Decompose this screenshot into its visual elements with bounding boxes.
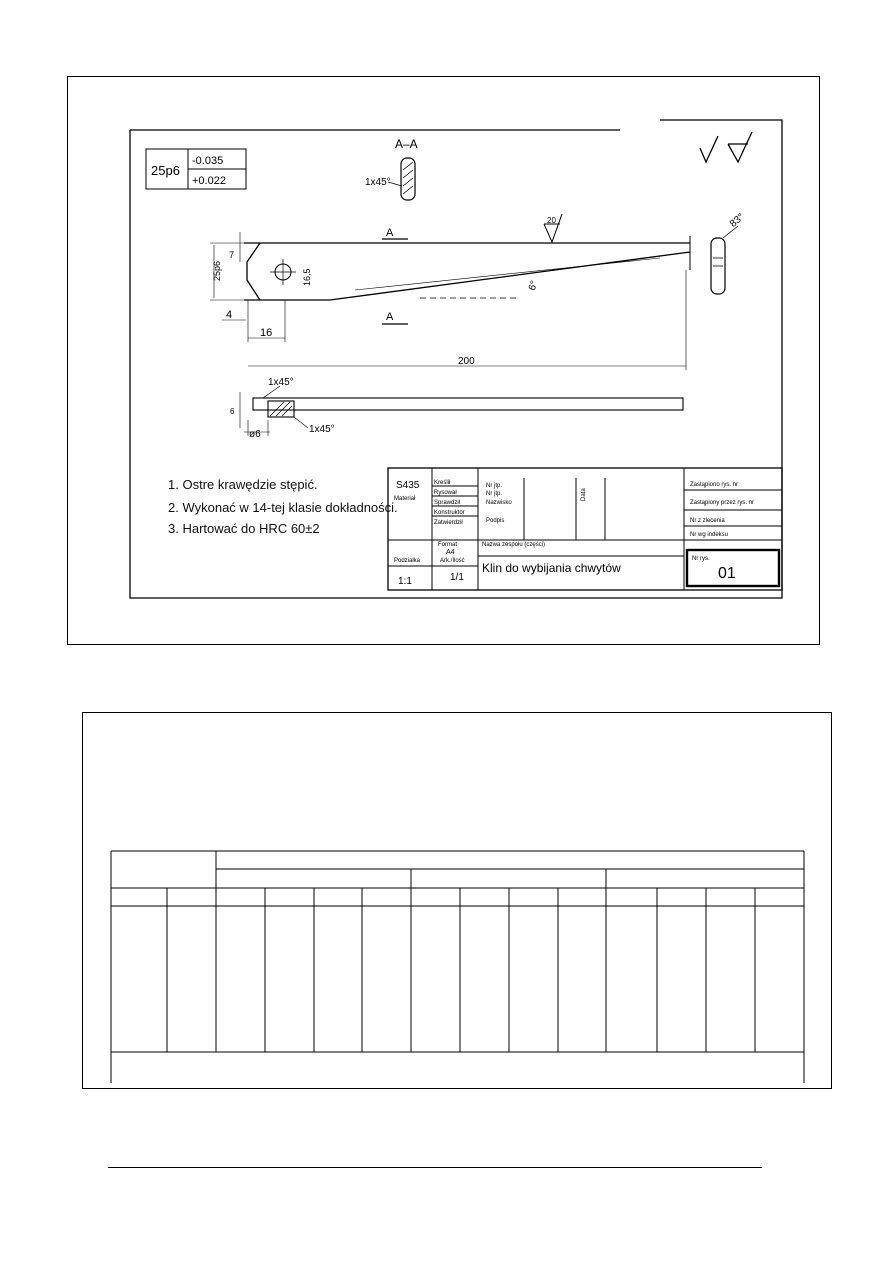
svg-text:Zastąpiono rys. nr: Zastąpiono rys. nr [690, 482, 739, 488]
note-1: 1. Ostre krawędzie stępić. [168, 477, 318, 492]
tolerance-fit: 25p6 [151, 163, 180, 178]
tolerance-upper: -0.035 [192, 155, 224, 167]
svg-text:Zatwierdził: Zatwierdził [434, 520, 463, 526]
svg-text:Nazwisko: Nazwisko [486, 500, 512, 506]
svg-text:Kreślił: Kreślił [434, 480, 451, 486]
svg-text:16: 16 [260, 327, 273, 339]
svg-text:1x45°: 1x45° [309, 424, 335, 435]
svg-text:Rysował: Rysował [434, 490, 457, 496]
svg-text:A4: A4 [446, 549, 455, 556]
tip-angle: 83° [727, 211, 747, 230]
svg-text:Ark./Ilość: Ark./Ilość [440, 558, 465, 564]
svg-text:Nr jtp.: Nr jtp. [486, 483, 503, 489]
section-label: A–A [395, 137, 418, 151]
tb-number: 01 [718, 565, 736, 582]
dim-hole: 16,5 [302, 268, 312, 286]
svg-text:Podpis: Podpis [486, 518, 505, 524]
svg-text:1x45°: 1x45° [268, 377, 294, 388]
svg-text:Sprawdził: Sprawdził [434, 500, 461, 506]
svg-text:Nr z zlecenia: Nr z zlecenia [690, 518, 725, 524]
svg-text:ø6: ø6 [249, 429, 261, 440]
svg-text:Nr jtp.: Nr jtp. [486, 491, 503, 497]
angle-label: 6° [526, 279, 541, 293]
footer-rule [108, 1167, 762, 1168]
svg-text:Nr wg indeksu: Nr wg indeksu [690, 532, 729, 538]
dim-height: 25p6 [212, 260, 222, 281]
svg-text:6: 6 [230, 407, 235, 416]
tolerance-lower: +0.022 [192, 175, 226, 187]
note-2: 2. Wykonać w 14-tej klasie dokładności. [168, 500, 398, 515]
svg-text:1/1: 1/1 [450, 572, 464, 583]
svg-text:1:1: 1:1 [398, 576, 412, 587]
svg-text:Nr rys.: Nr rys. [692, 556, 710, 562]
svg-text:Zastąpiony przez rys. nr: Zastąpiony przez rys. nr [690, 500, 755, 506]
svg-text:Data: Data [581, 488, 587, 501]
svg-text:20: 20 [547, 216, 556, 225]
svg-text:7: 7 [229, 250, 235, 260]
svg-text:Nazwa zespołu (części): Nazwa zespołu (części) [482, 542, 546, 548]
tb-material: S435 [396, 480, 420, 491]
cut-label-bottom: A [386, 311, 394, 323]
tb-title: Klin do wybijania chwytów [482, 561, 621, 575]
dim-length: 200 [458, 356, 475, 367]
note-3: 3. Hartować do HRC 60±2 [168, 521, 320, 536]
section-chamfer: 1x45° [365, 177, 391, 188]
svg-text:Podziałka: Podziałka [394, 558, 421, 564]
svg-text:Konstruktor: Konstruktor [434, 510, 465, 516]
svg-text:4: 4 [226, 309, 233, 321]
svg-text:Format: Format [438, 542, 458, 548]
svg-text:Materiał: Materiał [394, 496, 416, 502]
cut-label-top: A [386, 227, 394, 239]
